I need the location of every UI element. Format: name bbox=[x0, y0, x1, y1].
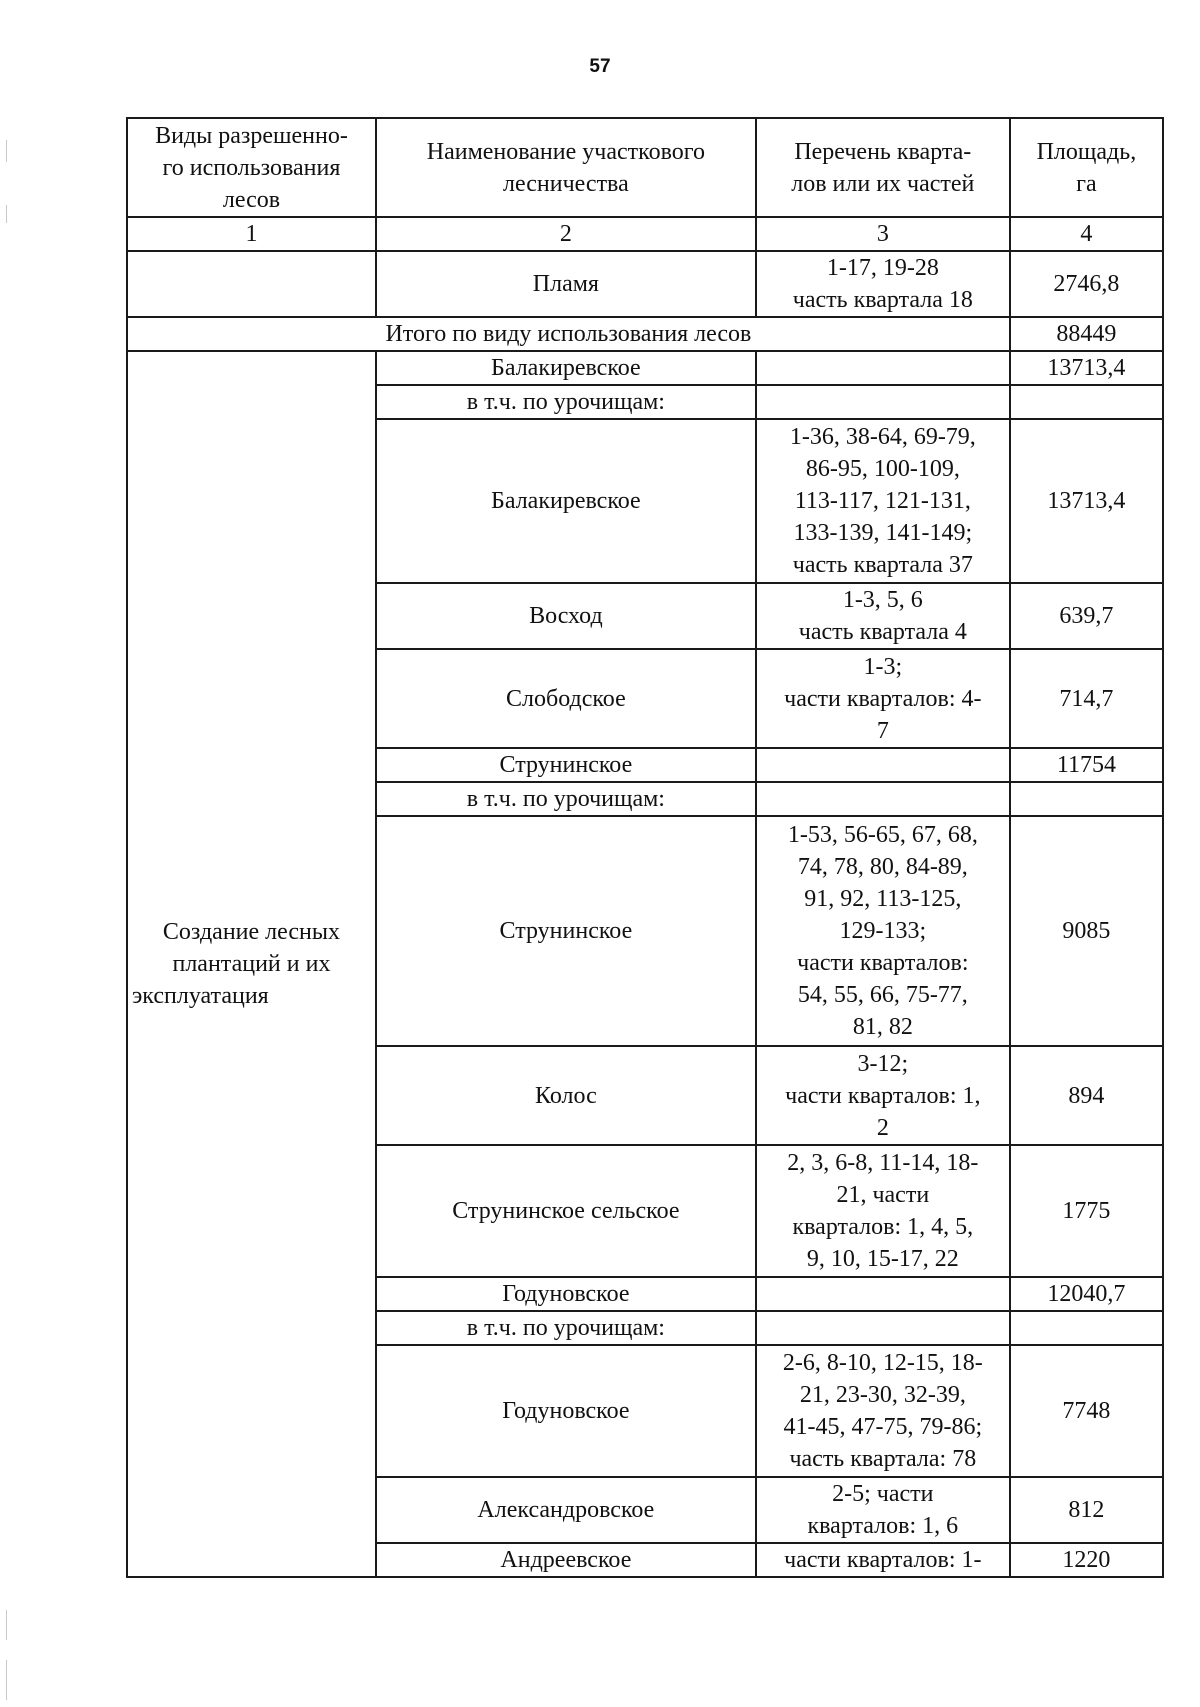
total-row bbox=[127, 317, 1163, 351]
table-row bbox=[127, 351, 1163, 385]
quarters-list bbox=[756, 351, 1010, 385]
area-value: 13713,4 bbox=[1010, 419, 1163, 583]
forestry-name: Струнинское bbox=[376, 748, 756, 782]
col-number: 4 bbox=[1010, 217, 1163, 251]
total-label: Итого по виду использования лесов bbox=[127, 317, 1010, 351]
header-quarters-list: Перечень кварта- лов или их частей bbox=[756, 118, 1010, 217]
forestry-name: Годуновское bbox=[376, 1277, 756, 1311]
area-value: 2746,8 bbox=[1010, 251, 1163, 317]
tracts-heading: в т.ч. по урочищам: bbox=[376, 1311, 756, 1345]
tract-name: Александровское bbox=[376, 1477, 756, 1543]
header-usage-types: Виды разрешенно- го использования лесов bbox=[127, 118, 376, 217]
quarters-list: 2-5; части кварталов: 1, 6 bbox=[756, 1477, 1010, 1543]
quarters-list bbox=[756, 1277, 1010, 1311]
quarters-list: 2-6, 8-10, 12-15, 18- 21, 23-30, 32-39, 41-45, 47-75, 79-86; часть квартала: 78 bbox=[756, 1345, 1010, 1477]
total-area: 88449 bbox=[1010, 317, 1163, 351]
empty-cell bbox=[127, 251, 376, 317]
tracts-heading: в т.ч. по урочищам: bbox=[376, 385, 756, 419]
forestry-name: Балакиревское bbox=[376, 351, 756, 385]
col-number: 2 bbox=[376, 217, 756, 251]
tracts-heading: в т.ч. по урочищам: bbox=[376, 782, 756, 816]
area-value: 13713,4 bbox=[1010, 351, 1163, 385]
area-value: 12040,7 bbox=[1010, 1277, 1163, 1311]
area-value: 11754 bbox=[1010, 748, 1163, 782]
area-value: 894 bbox=[1010, 1046, 1163, 1145]
header-row bbox=[127, 118, 1163, 217]
quarters-list: части кварталов: 1- bbox=[756, 1543, 1010, 1577]
scan-artifact-line bbox=[6, 140, 7, 162]
empty-cell bbox=[1010, 782, 1163, 816]
empty-cell bbox=[1010, 385, 1163, 419]
area-value: 1220 bbox=[1010, 1543, 1163, 1577]
tract-name: Струнинское bbox=[376, 816, 756, 1046]
empty-cell bbox=[756, 782, 1010, 816]
table-row bbox=[127, 251, 1163, 317]
scan-artifact-line bbox=[6, 1660, 7, 1700]
area-value: 9085 bbox=[1010, 816, 1163, 1046]
scan-artifact-line bbox=[6, 1610, 7, 1640]
forestry-name: Пламя bbox=[376, 251, 756, 317]
scan-artifact-line bbox=[6, 205, 7, 223]
area-value: 1775 bbox=[1010, 1145, 1163, 1277]
usage-type: Создание лесных плантаций и их эксплуатация bbox=[127, 351, 376, 1577]
tract-name: Восход bbox=[376, 583, 756, 649]
quarters-list: 1-53, 56-65, 67, 68, 74, 78, 80, 84-89, 91, 92, 113-125, 129-133; части кварталов: 54, 55, 66, 75-77, 81, 82 bbox=[756, 816, 1010, 1046]
quarters-list: 1-3, 5, 6 часть квартала 4 bbox=[756, 583, 1010, 649]
area-value: 639,7 bbox=[1010, 583, 1163, 649]
quarters-list: 1-17, 19-28 часть квартала 18 bbox=[756, 251, 1010, 317]
quarters-list: 2, 3, 6-8, 11-14, 18- 21, части кварталов: 1, 4, 5, 9, 10, 15-17, 22 bbox=[756, 1145, 1010, 1277]
header-forestry-name: Наименование участкового лесничества bbox=[376, 118, 756, 217]
area-value: 812 bbox=[1010, 1477, 1163, 1543]
tract-name: Годуновское bbox=[376, 1345, 756, 1477]
tract-name: Колос bbox=[376, 1046, 756, 1145]
tract-name: Андреевское bbox=[376, 1543, 756, 1577]
area-value: 7748 bbox=[1010, 1345, 1163, 1477]
tract-name: Балакиревское bbox=[376, 419, 756, 583]
tract-name: Струнинское сельское bbox=[376, 1145, 756, 1277]
forest-usage-table bbox=[126, 117, 1164, 1578]
quarters-list: 3-12; части кварталов: 1, 2 bbox=[756, 1046, 1010, 1145]
header-area: Площадь, га bbox=[1010, 118, 1163, 217]
col-number: 1 bbox=[127, 217, 376, 251]
tract-name: Слободское bbox=[376, 649, 756, 748]
empty-cell bbox=[1010, 1311, 1163, 1345]
quarters-list: 1-3; части кварталов: 4- 7 bbox=[756, 649, 1010, 748]
empty-cell bbox=[756, 385, 1010, 419]
numbering-row bbox=[127, 217, 1163, 251]
quarters-list bbox=[756, 748, 1010, 782]
quarters-list: 1-36, 38-64, 69-79, 86-95, 100-109, 113-117, 121-131, 133-139, 141-149; часть квартала 37 bbox=[756, 419, 1010, 583]
empty-cell bbox=[756, 1311, 1010, 1345]
area-value: 714,7 bbox=[1010, 649, 1163, 748]
col-number: 3 bbox=[756, 217, 1010, 251]
page-number: 57 bbox=[589, 56, 611, 77]
